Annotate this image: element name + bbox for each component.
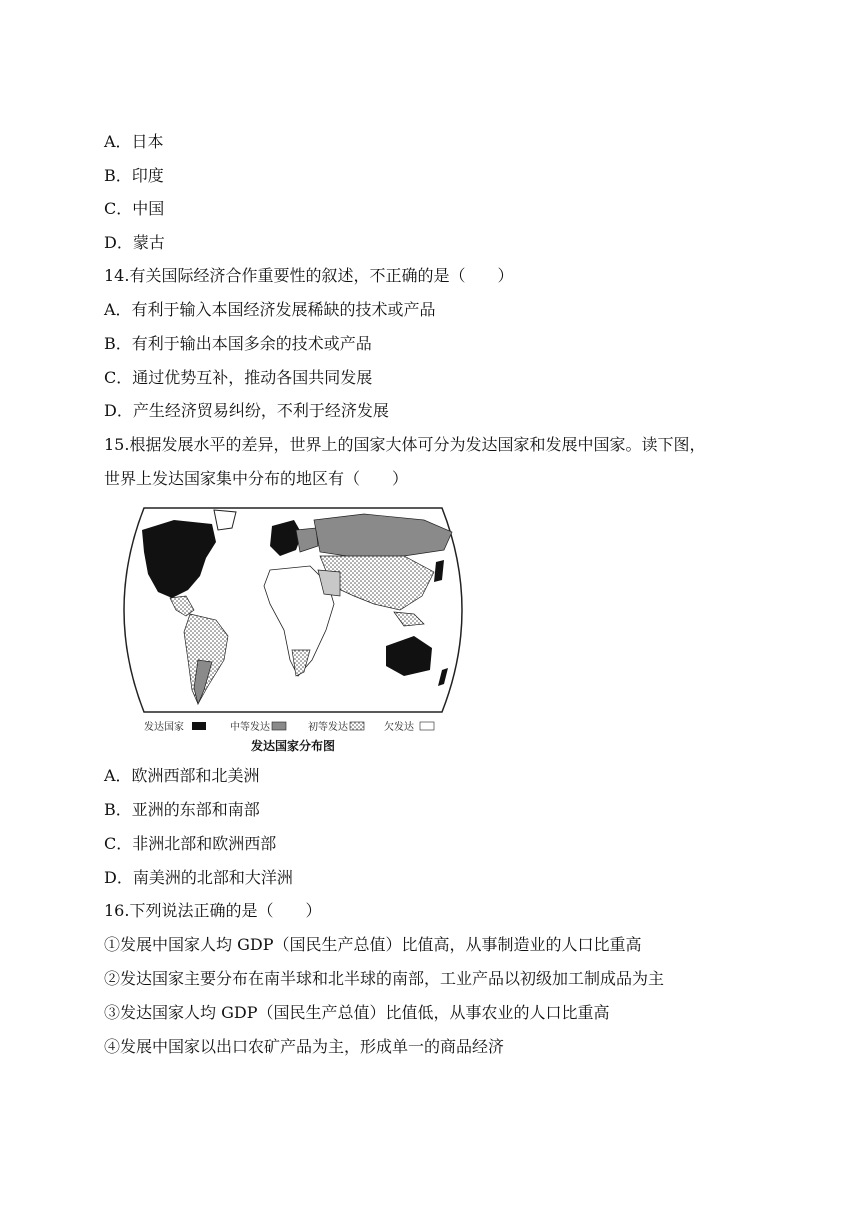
legend-medium-swatch <box>272 722 286 730</box>
q16-statement-1: ①发展中国家人均 GDP（国民生产总值）比值高，从事制造业的人口比重高 <box>104 935 642 954</box>
legend-initial-swatch <box>350 722 364 730</box>
legend-under-swatch <box>420 722 434 730</box>
q14-option-d: D．产生经济贸易纠纷，不利于经济发展 <box>104 401 389 420</box>
q13-option-a: A．日本 <box>104 132 164 151</box>
q15-option-a: A．欧洲西部和北美洲 <box>104 766 260 785</box>
map-title: 发达国家分布图 <box>250 739 336 753</box>
developed-countries-map-figure <box>104 500 482 756</box>
q15-stem-line2: 世界上发达国家集中分布的地区有（ ） <box>104 469 409 488</box>
q15-stem-line1: 15.根据发展水平的差异，世界上的国家大体可分为发达国家和发展中国家。读下图， <box>104 435 706 454</box>
greenland-region <box>214 510 236 530</box>
legend-developed-label: 发达国家 <box>144 722 184 733</box>
q16-statement-2: ②发达国家主要分布在南半球和北半球的南部，工业产品以初级加工制成品为主 <box>104 969 665 988</box>
q16-statement-4: ④发展中国家以出口农矿产品为主，形成单一的商品经济 <box>104 1037 505 1056</box>
legend-medium-label: 中等发达 <box>230 722 270 733</box>
map-legend <box>144 720 434 733</box>
legend-initial-label: 初等发达 <box>308 722 348 733</box>
q14-stem: 14.有关国际经济合作重要性的叙述，不正确的是（ ） <box>104 266 514 285</box>
q14-option-a: A．有利于输入本国经济发展稀缺的技术或产品 <box>104 300 436 319</box>
q13-option-c: C．中国 <box>104 199 165 218</box>
q15-option-b: B．亚洲的东部和南部 <box>104 800 260 819</box>
legend-under-label: 欠发达 <box>384 722 414 733</box>
q16-statement-3: ③发达国家人均 GDP（国民生产总值）比值低，从事农业的人口比重高 <box>104 1003 610 1022</box>
q15-option-c: C．非洲北部和欧洲西部 <box>104 834 277 853</box>
q14-option-c: C．通过优势互补，推动各国共同发展 <box>104 368 373 387</box>
q16-stem: 16.下列说法正确的是（ ） <box>104 901 322 920</box>
q13-option-b: B．印度 <box>104 166 164 185</box>
q14-option-b: B．有利于输出本国多余的技术或产品 <box>104 334 372 353</box>
q13-option-d: D．蒙古 <box>104 233 165 252</box>
world-map <box>104 500 482 756</box>
q15-option-d: D．南美洲的北部和大洋洲 <box>104 868 293 887</box>
legend-developed-swatch <box>192 722 206 730</box>
